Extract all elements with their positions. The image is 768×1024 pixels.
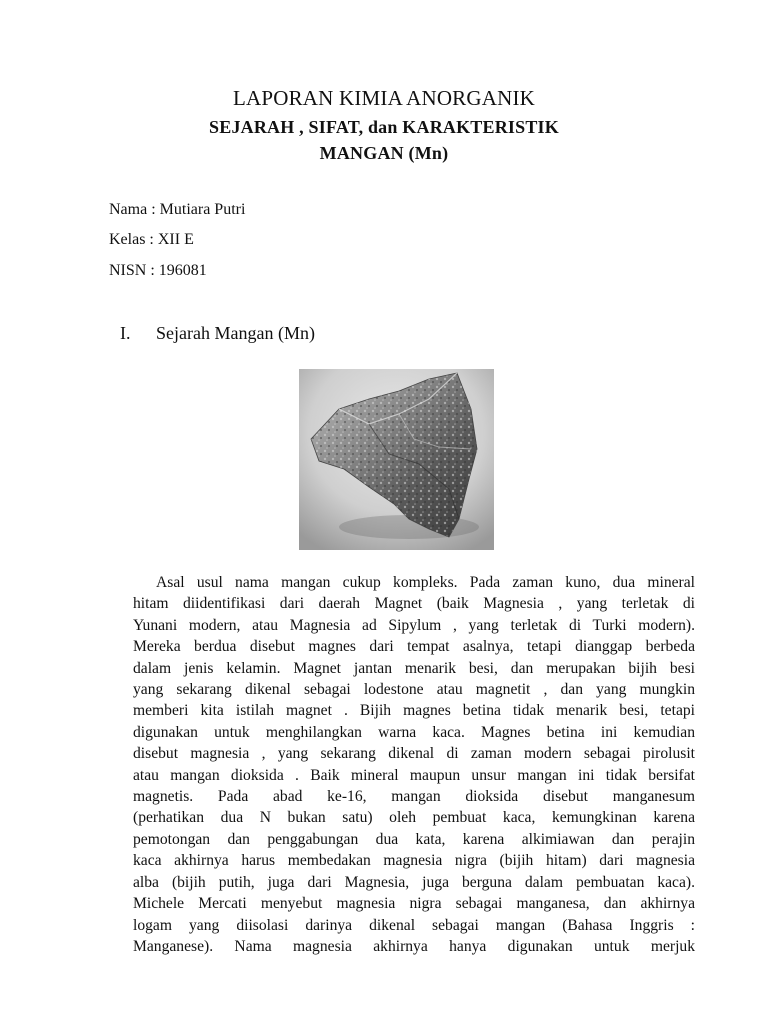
paragraph-line: hitam diidentifikasi dari daerah Magnet (baik Magnesia , yang terletak di — [133, 595, 695, 613]
paragraph-line: magnetis. Pada abad ke-16, mangan dioksida disebut manganesum — [133, 788, 695, 806]
paragraph-line: kaca akhirnya harus membedakan magnesia nigra (bijih hitam) dari magnesia — [133, 852, 695, 870]
document-subtitle-line-1: SEJARAH , SIFAT, dan KARAKTERISTIK — [209, 117, 559, 137]
document-title: LAPORAN KIMIA ANORGANIK — [232, 86, 536, 110]
paragraph-line: memberi kita istilah magnet . Bijih magnes betina tidak menarik besi, tetapi — [133, 702, 695, 720]
student-class: Kelas : XII E — [109, 231, 194, 248]
paragraph-line: disebut magnesia , yang sekarang dikenal di zaman modern sebagai pirolusit — [133, 745, 695, 763]
section-title: Sejarah Mangan (Mn) — [156, 323, 315, 343]
paragraph-line: Yunani modern, atau Magnesia ad Sipylum , yang terletak di Turki modern). — [133, 616, 695, 634]
paragraph-line: Asal usul nama mangan cukup kompleks. Pada zaman kuno, dua mineral — [156, 574, 695, 591]
manganese-photo — [299, 369, 494, 550]
document-subtitle-line-2: MANGAN (Mn) — [319, 143, 449, 163]
section-heading — [120, 323, 315, 344]
student-nisn: NISN : 196081 — [109, 262, 207, 279]
paragraph-line: yang sekarang dikenal sebagai lodestone atau magnetit , dan yang mungkin — [133, 681, 695, 699]
paragraph-line: alba (bijih putih, juga dari Magnesia, juga berguna dalam pembuatan kaca). — [133, 873, 695, 891]
paragraph-line: (perhatikan dua N bukan satu) oleh pembuat kaca, kemungkinan karena — [133, 809, 695, 827]
section-number: I. — [120, 323, 131, 343]
student-name: Nama : Mutiara Putri — [109, 201, 246, 218]
paragraph-line: logam yang diisolasi darinya dikenal sebagai mangan (Bahasa Inggris : — [133, 916, 695, 934]
paragraph-line: digunakan untuk menghilangkan warna kaca. Magnes betina ini kemudian — [133, 723, 695, 741]
history-paragraph — [133, 572, 695, 957]
paragraph-line: atau mangan dioksida . Baik mineral maupun unsur mangan ini tidak bersifat — [133, 766, 695, 784]
paragraph-line: Manganese). Nama magnesia akhirnya hanya digunakan untuk merjuk — [133, 937, 695, 955]
paragraph-line: Mereka berdua disebut magnes dari tempat asalnya, tetapi dianggap berbeda — [133, 638, 695, 656]
paragraph-line: dalam jenis kelamin. Magnet jantan menarik besi, dan merupakan bijih besi — [133, 659, 695, 677]
paragraph-line: pemotongan dan penggabungan dua kata, karena alkimiawan dan perajin — [133, 830, 695, 848]
paragraph-line: Michele Mercati menyebut magnesia nigra sebagai manganesa, dan akhirnya — [133, 895, 695, 913]
